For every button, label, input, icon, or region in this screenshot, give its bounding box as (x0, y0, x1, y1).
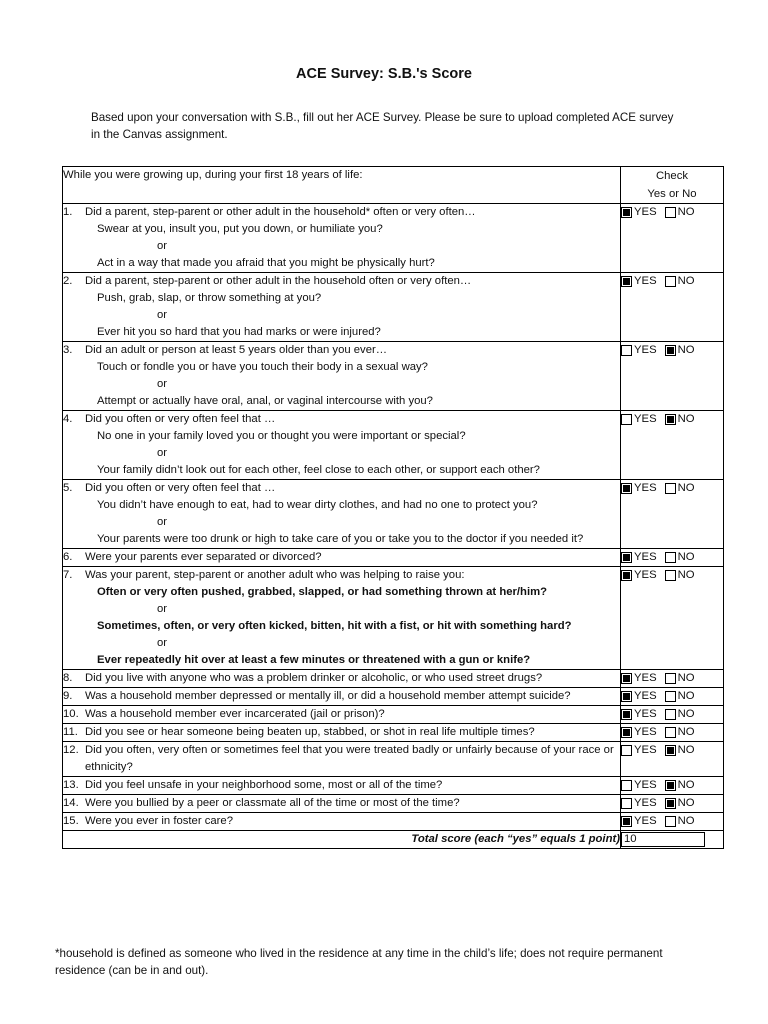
answer-checkboxes (621, 567, 723, 584)
check-heading-line2: Yes or No (647, 188, 697, 200)
no-checkbox[interactable] (665, 207, 676, 218)
yes-checkbox[interactable] (621, 276, 632, 287)
no-option[interactable] (665, 795, 695, 812)
question-cell (63, 795, 621, 813)
question-line (63, 742, 620, 776)
or-connector: or (157, 637, 168, 649)
sub-item: Attempt or actually have oral, anal, or vaginal intercourse with you? (97, 395, 433, 407)
no-label: NO (677, 815, 695, 827)
no-label: NO (677, 779, 695, 791)
question-number: 10. (63, 708, 79, 720)
question-text: Did you often, very often or sometimes feel that you were treated badly or unfairly because of your race or ethnicity? (85, 744, 614, 773)
answer-checkboxes (621, 670, 723, 687)
answer-cell (621, 273, 724, 342)
question-number: 3. (63, 344, 73, 356)
answer-checkboxes (621, 204, 723, 221)
question-line (63, 777, 620, 794)
no-checkbox[interactable] (665, 483, 676, 494)
sub-item: Act in a way that made you afraid that you might be physically hurt? (97, 257, 435, 269)
question-cell (63, 480, 621, 549)
sub-item: Your family didn’t look out for each other, feel close to each other, or support each other? (97, 464, 540, 476)
question-line (63, 342, 620, 359)
answer-checkboxes (621, 688, 723, 705)
question-cell (63, 724, 621, 742)
sub-item: Sometimes, often, or very often kicked, bitten, hit with a fist, or hit with something hard? (97, 620, 572, 632)
or-connector: or (157, 378, 168, 390)
yes-label: YES (634, 551, 657, 563)
question-text: Did an adult or person at least 5 years older than you ever… (85, 344, 388, 356)
total-row (63, 831, 724, 849)
yes-label: YES (634, 744, 657, 756)
question-text: Was a household member ever incarcerated (jail or prison)? (85, 708, 385, 720)
check-heading (621, 167, 724, 204)
answer-checkboxes (621, 411, 723, 428)
no-checkbox[interactable] (665, 780, 676, 791)
no-label: NO (677, 551, 695, 563)
yes-option[interactable] (621, 742, 657, 759)
total-score-field[interactable]: 10 (621, 832, 705, 847)
yes-option[interactable] (621, 549, 657, 566)
question-line (63, 567, 620, 584)
no-checkbox[interactable] (665, 276, 676, 287)
answer-cell (621, 777, 724, 795)
no-checkbox[interactable] (665, 745, 676, 756)
yes-option[interactable] (621, 706, 657, 723)
no-label: NO (677, 726, 695, 738)
no-label: NO (677, 275, 695, 287)
question-line (63, 813, 620, 830)
yes-label: YES (634, 708, 657, 720)
question-text: Did you often or very often feel that … (85, 413, 276, 425)
question-number: 1. (63, 206, 73, 218)
question-heading-text: While you were growing up, during your first 18 years of life: (63, 169, 363, 181)
question-number: 6. (63, 551, 73, 563)
yes-label: YES (634, 206, 657, 218)
question-row (63, 273, 724, 342)
yes-label: YES (634, 815, 657, 827)
yes-checkbox[interactable] (621, 483, 632, 494)
question-row (63, 411, 724, 480)
no-option[interactable] (665, 670, 695, 687)
or-connector: or (157, 516, 168, 528)
question-number: 7. (63, 569, 73, 581)
yes-checkbox[interactable] (621, 570, 632, 581)
no-label: NO (677, 672, 695, 684)
question-text: Did a parent, step-parent or other adult in the household* often or very often… (85, 206, 476, 218)
answer-cell (621, 342, 724, 411)
question-cell (63, 813, 621, 831)
question-cell (63, 342, 621, 411)
questions-body (63, 204, 724, 831)
answer-checkboxes (621, 777, 723, 794)
yes-checkbox[interactable] (621, 691, 632, 702)
question-number: 13. (63, 779, 79, 791)
question-line (63, 724, 620, 741)
answer-checkboxes (621, 273, 723, 290)
question-text: Were you ever in foster care? (85, 815, 233, 827)
question-text: Did you live with anyone who was a problem drinker or alcoholic, or who used street drugs? (85, 672, 543, 684)
yes-label: YES (634, 413, 657, 425)
answer-cell (621, 706, 724, 724)
no-label: NO (677, 413, 695, 425)
question-cell (63, 777, 621, 795)
yes-option[interactable] (621, 204, 657, 221)
answer-cell (621, 670, 724, 688)
question-text: Did you often or very often feel that … (85, 482, 276, 494)
no-checkbox[interactable] (665, 570, 676, 581)
no-option[interactable] (665, 204, 695, 221)
question-cell (63, 411, 621, 480)
question-text: Was your parent, step-parent or another adult who was helping to raise you: (85, 569, 465, 581)
footnote: *household is defined as someone who lived in the residence at any time in the child’s life; does not require permanent residence (can be in and out). (55, 947, 663, 977)
question-row (63, 777, 724, 795)
no-option[interactable] (665, 724, 695, 741)
sub-item: Swear at you, insult you, put you down, or humiliate you? (97, 223, 383, 235)
yes-option[interactable] (621, 273, 657, 290)
no-option[interactable] (665, 706, 695, 723)
question-text: Did a parent, step-parent or other adult in the household often or very often… (85, 275, 472, 287)
question-row (63, 795, 724, 813)
answer-cell (621, 411, 724, 480)
answer-checkboxes (621, 549, 723, 566)
yes-checkbox[interactable] (621, 709, 632, 720)
sub-item: Push, grab, slap, or throw something at you? (97, 292, 322, 304)
ace-survey-table (62, 166, 724, 849)
question-row (63, 742, 724, 777)
no-label: NO (677, 690, 695, 702)
question-cell (63, 688, 621, 706)
question-cell (63, 670, 621, 688)
question-row (63, 567, 724, 670)
yes-label: YES (634, 672, 657, 684)
question-cell (63, 706, 621, 724)
question-number: 8. (63, 672, 73, 684)
or-connector: or (157, 309, 168, 321)
yes-checkbox[interactable] (621, 552, 632, 563)
question-line (63, 273, 620, 290)
no-checkbox[interactable] (665, 709, 676, 720)
total-score-cell (621, 831, 724, 849)
no-label: NO (677, 708, 695, 720)
no-option[interactable] (665, 480, 695, 497)
question-cell (63, 567, 621, 670)
yes-option[interactable] (621, 342, 657, 359)
no-label: NO (677, 744, 695, 756)
check-heading-line1: Check (655, 170, 689, 182)
yes-option[interactable] (621, 777, 657, 794)
yes-option[interactable] (621, 670, 657, 687)
yes-option[interactable] (621, 411, 657, 428)
no-label: NO (677, 206, 695, 218)
yes-label: YES (634, 726, 657, 738)
yes-label: YES (634, 482, 657, 494)
answer-checkboxes (621, 795, 723, 812)
answer-cell (621, 724, 724, 742)
no-label: NO (677, 797, 695, 809)
answer-cell (621, 688, 724, 706)
no-checkbox[interactable] (665, 691, 676, 702)
question-row (63, 724, 724, 742)
page-title: ACE Survey: S.B.'s Score (296, 66, 472, 82)
question-text: Did you see or hear someone being beaten up, stabbed, or shot in real life multiple times? (85, 726, 535, 738)
sub-item: Ever repeatedly hit over at least a few minutes or threatened with a gun or knife? (97, 654, 531, 666)
question-text: Were you bullied by a peer or classmate all of the time or most of the time? (85, 797, 460, 809)
no-option[interactable] (665, 777, 695, 794)
question-cell (63, 742, 621, 777)
sub-item: Your parents were too drunk or high to take care of you or take you to the doctor if you needed it? (97, 533, 584, 545)
yes-checkbox[interactable] (621, 798, 632, 809)
question-line (63, 795, 620, 812)
no-checkbox[interactable] (665, 345, 676, 356)
yes-checkbox[interactable] (621, 345, 632, 356)
question-number: 14. (63, 797, 79, 809)
no-checkbox[interactable] (665, 552, 676, 563)
yes-option[interactable] (621, 795, 657, 812)
no-checkbox[interactable] (665, 816, 676, 827)
answer-cell (621, 567, 724, 670)
answer-cell (621, 795, 724, 813)
no-option[interactable] (665, 342, 695, 359)
yes-checkbox[interactable] (621, 780, 632, 791)
no-checkbox[interactable] (665, 798, 676, 809)
question-line (63, 688, 620, 705)
question-cell (63, 549, 621, 567)
question-row (63, 706, 724, 724)
yes-checkbox[interactable] (621, 414, 632, 425)
question-row (63, 342, 724, 411)
question-row (63, 670, 724, 688)
question-number: 15. (63, 815, 79, 827)
question-line (63, 670, 620, 687)
yes-checkbox[interactable] (621, 727, 632, 738)
yes-label: YES (634, 275, 657, 287)
yes-option[interactable] (621, 688, 657, 705)
question-row (63, 688, 724, 706)
yes-option[interactable] (621, 480, 657, 497)
question-cell (63, 273, 621, 342)
yes-option[interactable] (621, 567, 657, 584)
answer-checkboxes (621, 724, 723, 741)
question-line (63, 411, 620, 428)
yes-label: YES (634, 344, 657, 356)
question-number: 5. (63, 482, 73, 494)
table-header-row (63, 167, 724, 204)
question-number: 2. (63, 275, 73, 287)
no-checkbox[interactable] (665, 673, 676, 684)
sub-item: No one in your family loved you or thought you were important or special? (97, 430, 466, 442)
question-number: 11. (63, 726, 78, 738)
question-number: 12. (63, 744, 79, 756)
question-text: Did you feel unsafe in your neighborhood some, most or all of the time? (85, 779, 443, 791)
yes-label: YES (634, 797, 657, 809)
question-cell (63, 204, 621, 273)
question-text: Was a household member depressed or mentally ill, or did a household member attempt suicide? (85, 690, 571, 702)
yes-label: YES (634, 690, 657, 702)
yes-checkbox[interactable] (621, 816, 632, 827)
answer-cell (621, 549, 724, 567)
sub-item: Touch or fondle you or have you touch their body in a sexual way? (97, 361, 428, 373)
no-label: NO (677, 482, 695, 494)
question-line (63, 480, 620, 497)
yes-checkbox[interactable] (621, 673, 632, 684)
or-connector: or (157, 240, 168, 252)
question-line (63, 706, 620, 723)
answer-cell (621, 742, 724, 777)
question-line (63, 549, 620, 566)
question-number: 4. (63, 413, 73, 425)
no-option[interactable] (665, 813, 695, 830)
yes-checkbox[interactable] (621, 745, 632, 756)
yes-option[interactable] (621, 724, 657, 741)
sub-item: Ever hit you so hard that you had marks or were injured? (97, 326, 381, 338)
question-number: 9. (63, 690, 73, 702)
no-option[interactable] (665, 742, 695, 759)
no-checkbox[interactable] (665, 727, 676, 738)
no-option[interactable] (665, 688, 695, 705)
question-row (63, 813, 724, 831)
question-row (63, 204, 724, 273)
answer-checkboxes (621, 742, 723, 759)
question-line (63, 204, 620, 221)
no-label: NO (677, 344, 695, 356)
question-row (63, 480, 724, 549)
question-text: Were your parents ever separated or divorced? (85, 551, 322, 563)
no-label: NO (677, 569, 695, 581)
yes-label: YES (634, 779, 657, 791)
answer-cell (621, 204, 724, 273)
no-option[interactable] (665, 273, 695, 290)
answer-checkboxes (621, 480, 723, 497)
question-heading (63, 167, 621, 204)
answer-checkboxes (621, 706, 723, 723)
question-row (63, 549, 724, 567)
or-connector: or (157, 447, 168, 459)
no-option[interactable] (665, 411, 695, 428)
answer-checkboxes (621, 342, 723, 359)
yes-label: YES (634, 569, 657, 581)
answer-cell (621, 813, 724, 831)
answer-checkboxes (621, 813, 723, 830)
no-checkbox[interactable] (665, 414, 676, 425)
no-option[interactable] (665, 567, 695, 584)
total-score-label: Total score (each “yes” equals 1 point) (63, 831, 621, 849)
yes-checkbox[interactable] (621, 207, 632, 218)
yes-option[interactable] (621, 813, 657, 830)
sub-item: Often or very often pushed, grabbed, slapped, or had something thrown at her/him? (97, 586, 548, 598)
answer-cell (621, 480, 724, 549)
no-option[interactable] (665, 549, 695, 566)
instructions: Based upon your conversation with S.B., fill out her ACE Survey. Please be sure to upload completed ACE survey in the Canvas assignment. (91, 111, 674, 141)
or-connector: or (157, 603, 168, 615)
sub-item: You didn’t have enough to eat, had to wear dirty clothes, and had no one to protect you? (97, 499, 538, 511)
